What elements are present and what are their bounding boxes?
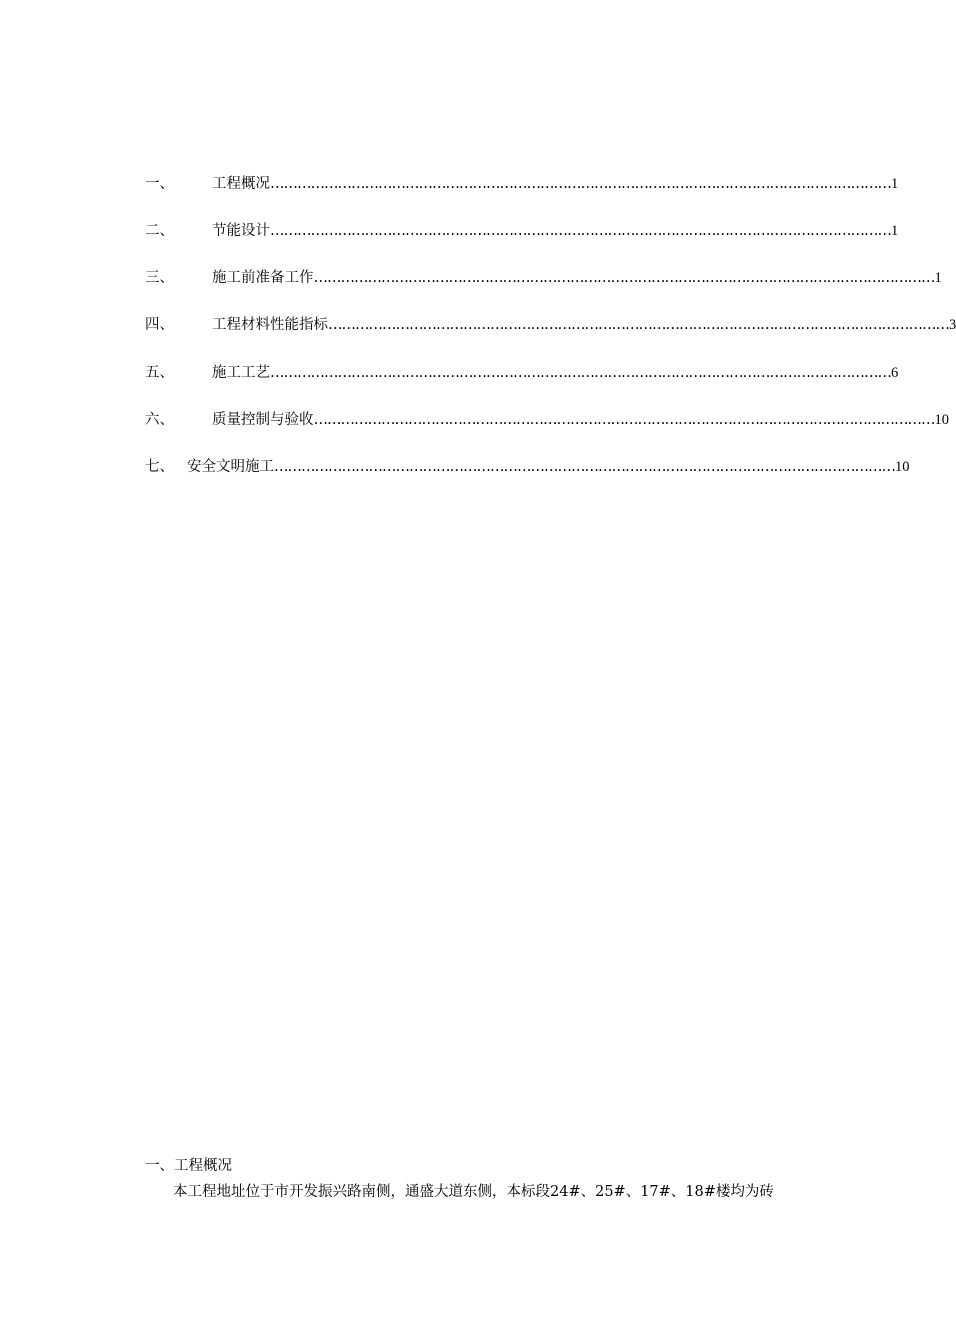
section-heading: 一、工程概况 — [145, 1158, 232, 1174]
toc-entry-title: 工程概况 — [212, 176, 270, 192]
body-paragraph: 本工程地址位于市开发振兴路南侧，通盛大道东侧，本标段24#、25#、17#、18#楼均为砖 — [173, 1184, 774, 1200]
toc-entry-page: 1 — [891, 176, 899, 192]
toc-entry[interactable] — [145, 315, 956, 335]
toc-entry-title: 节能设计 — [212, 223, 270, 239]
toc-entry-body — [212, 174, 899, 194]
toc-entry[interactable] — [145, 410, 949, 430]
toc-entry[interactable] — [145, 457, 910, 477]
toc-entry-title: 安全文明施工 — [187, 459, 274, 475]
toc-entry-body — [212, 221, 899, 241]
toc-entry-page: 6 — [891, 365, 899, 381]
toc-entry-page: 10 — [895, 459, 910, 475]
toc-entry-number: 三、 — [145, 270, 174, 286]
toc-entry-number: 六、 — [145, 412, 174, 428]
toc-entry-body — [212, 268, 942, 288]
toc-entry-number: 五、 — [145, 365, 174, 381]
toc-entry-title: 工程材料性能指标 — [212, 317, 328, 333]
toc-dot-leader: ………………………………………………………………………………………………………………………… — [270, 176, 891, 192]
toc-entry-number: 七、 — [145, 459, 174, 475]
toc-dot-leader: ………………………………………………………………………………………………………………………… — [270, 223, 891, 239]
toc-entry-page: 3 — [949, 317, 956, 333]
toc-entry-title: 施工前准备工作 — [212, 270, 314, 286]
toc-entry-title: 施工工艺 — [212, 365, 270, 381]
toc-dot-leader: ………………………………………………………………………………………………………………………… — [274, 459, 895, 475]
toc-entry-body — [212, 315, 956, 335]
toc-entry[interactable] — [145, 268, 942, 288]
toc-entry-page: 10 — [934, 412, 949, 428]
toc-dot-leader: ………………………………………………………………………………………………………………………… — [313, 412, 935, 428]
toc-entry-body — [187, 457, 910, 477]
toc-entry-page: 1 — [891, 223, 899, 239]
toc-dot-leader: ………………………………………………………………………………………………………………………… — [270, 365, 891, 381]
toc-entry[interactable] — [145, 221, 899, 241]
toc-entry[interactable] — [145, 174, 899, 194]
toc-entry-title: 质量控制与验收 — [212, 412, 314, 428]
toc-entry[interactable] — [145, 363, 899, 383]
toc-entry-number: 二、 — [145, 223, 174, 239]
toc-entry-number: 四、 — [145, 317, 174, 333]
toc-dot-leader: ………………………………………………………………………………………………………………………… — [328, 317, 949, 333]
toc-dot-leader: ………………………………………………………………………………………………………………………… — [313, 270, 935, 286]
toc-entry-number: 一、 — [145, 176, 174, 192]
toc-entry-body — [212, 410, 949, 430]
toc-entry-page: 1 — [934, 270, 942, 286]
toc-entry-body — [212, 363, 899, 383]
